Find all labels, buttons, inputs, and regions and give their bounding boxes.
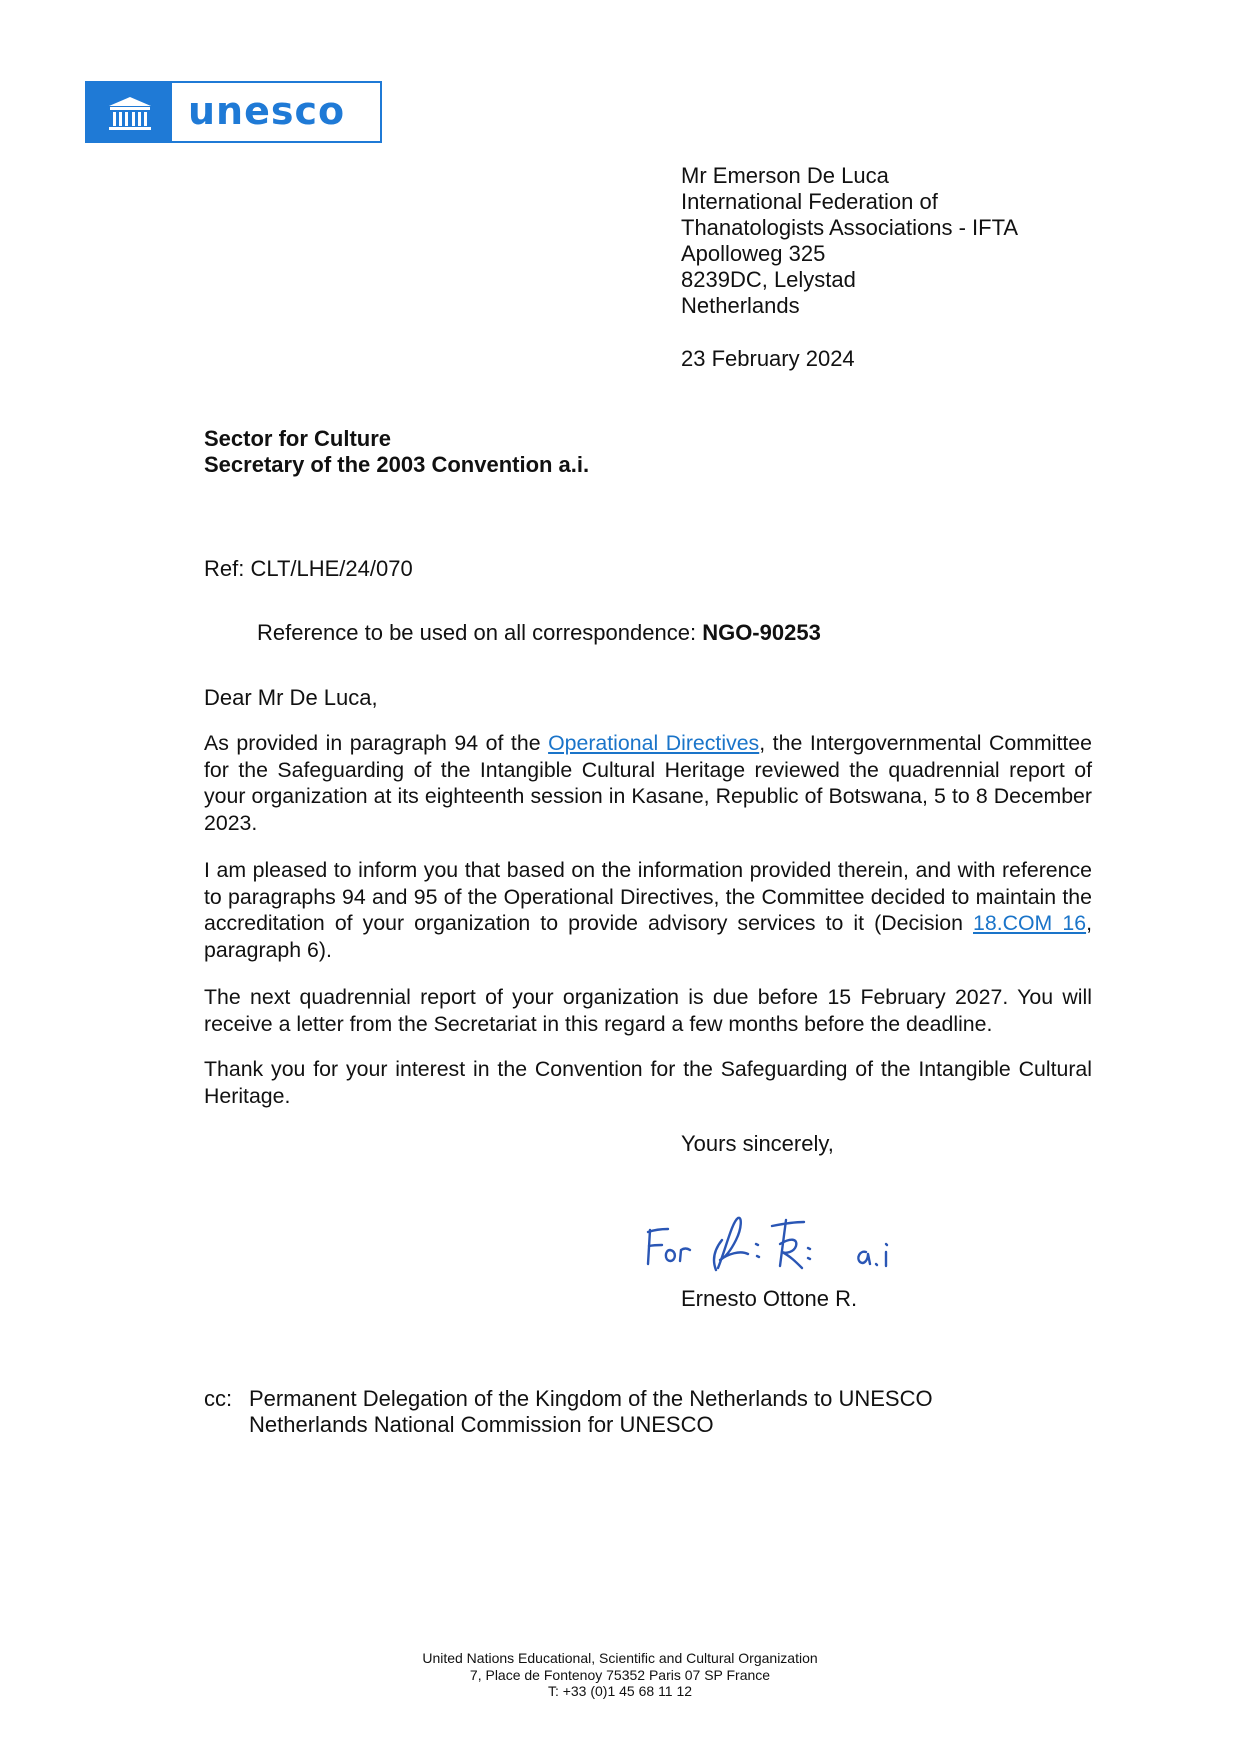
temple-emblem-icon — [87, 83, 172, 141]
reference-number: Ref: CLT/LHE/24/070 — [204, 556, 413, 581]
footer-phone: T: +33 (0)1 45 68 11 12 — [547, 1683, 693, 1699]
recipient-org-line-1: International Federation of — [681, 189, 938, 214]
p1-text-after: , the Intergovernmental Committee for the Safeguarding of the Intangible Cultural Heritage reviewed the quadrennial report of your organization at its eighteenth session in Kasane, Republic of Botswana, 5 to 8 December 2023. — [204, 731, 1092, 835]
recipient-country: Netherlands — [681, 293, 800, 318]
correspondence-reference — [257, 620, 821, 646]
closing: Yours sincerely, — [681, 1131, 834, 1156]
cc-recipients — [249, 1386, 933, 1438]
handwritten-signature — [640, 1210, 930, 1295]
salutation: Dear Mr De Luca, — [204, 685, 378, 710]
decision-link[interactable]: 18.COM 16 — [973, 911, 1087, 935]
signer-name: Ernesto Ottone R. — [681, 1286, 858, 1311]
body-paragraph-3: The next quadrennial report of your organization is due before 15 February 2027. You will receive a letter from the Secretariat in this regard a few months before the deadline. — [204, 985, 1092, 1036]
p2-text-after: , paragraph 6). — [204, 911, 1092, 962]
sender-sector: Sector for Culture — [204, 426, 392, 451]
body-paragraph-4: Thank you for your interest in the Convention for the Safeguarding of the Intangible Cultural Heritage. — [204, 1057, 1092, 1108]
recipient-city: 8239DC, Lelystad — [681, 267, 856, 292]
page-footer — [0, 1650, 1240, 1700]
footer-address: 7, Place de Fontenoy 75352 Paris 07 SP France — [469, 1666, 771, 1683]
p1-text-before: As provided in paragraph 94 of the — [204, 731, 549, 755]
cc-label: cc: — [204, 1386, 233, 1411]
sender-block — [204, 426, 589, 478]
recipient-name: Mr Emerson De Luca — [681, 163, 889, 188]
sender-title: Secretary of the 2003 Convention a.i. — [204, 452, 590, 477]
correspondence-code: NGO-90253 — [702, 620, 821, 645]
cc-recipient: Permanent Delegation of the Kingdom of the Netherlands to UNESCO — [249, 1386, 933, 1411]
letter-date: 23 February 2024 — [681, 346, 855, 371]
body-paragraph-1 — [204, 730, 1092, 836]
recipient-street: Apolloweg 325 — [681, 241, 826, 266]
operational-directives-link[interactable]: Operational Directives — [548, 731, 760, 755]
footer-org-name: United Nations Educational, Scientific and Cultural Organization — [422, 1650, 818, 1666]
p2-text-before: I am pleased to inform you that based on the information provided therein, and with reference to paragraphs 94 and 95 of the Operational Directives, the Committee decided to maintain the accreditation of your organization to provide advisory services to it (Decision — [204, 858, 1092, 935]
cc-recipient: Netherlands National Commission for UNESCO — [249, 1412, 714, 1437]
unesco-logo — [85, 81, 382, 143]
body-paragraph-2 — [204, 857, 1092, 963]
recipient-org-line-2: Thanatologists Associations - IFTA — [681, 215, 1019, 240]
correspondence-label: Reference to be used on all correspondence: — [257, 620, 703, 645]
recipient-address — [681, 163, 1201, 319]
logo-wordmark: unesco — [188, 89, 346, 133]
